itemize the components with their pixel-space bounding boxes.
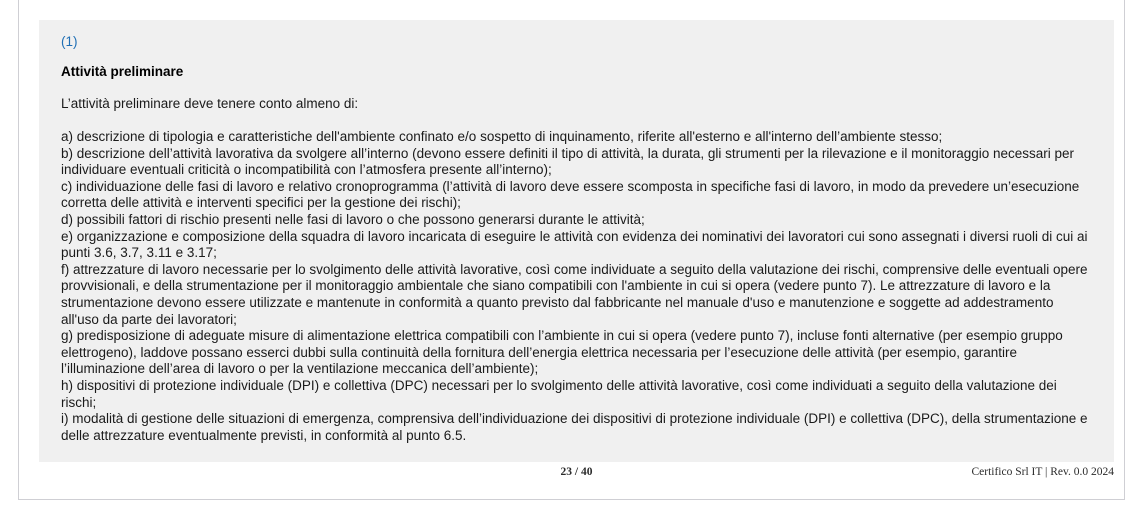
footer-credit-text: Certifico Srl IT | Rev. 0.0 2024 — [971, 466, 1114, 478]
list-item: i) modalità di gestione delle situazioni di emergenza, comprensiva dell’individuazione dei dispositivi di protezione individuale (DPI) e collettiva (DPC), della strumentazione e delle attrezzature eventualmente previsti, in conformità al punto 6.5. — [61, 411, 1088, 443]
note-title: Attività preliminare — [61, 64, 184, 79]
list-item: e) organizzazione e composizione della squadra di lavoro incaricata di eseguire le attività con evidenza dei nominativi dei lavoratori cui sono assegnati i diversi ruoli di cui ai punti 3.6, 3.7, 3.11 e 3.17; — [61, 228, 1088, 261]
list-item: h) dispositivi di protezione individuale (DPI) e collettiva (DPC) necessari per lo svolgimento delle attività lavorative, così come individuati a seguito della valutazione dei rischi; — [61, 377, 1057, 410]
note-reference-marker: (1) — [61, 34, 78, 49]
note-item-list — [61, 129, 1092, 444]
list-item: g) predisposizione di adeguate misure di alimentazione elettrica compatibili con l’ambiente in cui si opera (vedere punto 7), incluse fonti alternative (per esempio gruppo elettrogeno), laddove possano esserci dubbi sulla continuità della fornitura dell’energia elettrica necessaria per l’esecuzione delle attività (per esempio, garantire l’illuminazione dell’area di lavoro o per la ventilazione meccanica dell’ambiente); — [61, 328, 1063, 377]
page-number-indicator: 23 / 40 — [560, 466, 593, 478]
note-lead-paragraph: L’attività preliminare deve tenere conto almeno di: — [61, 96, 359, 111]
page-footer — [39, 466, 1114, 488]
list-item: c) individuazione delle fasi di lavoro e relativo cronoprogramma (l’attività di lavoro deve essere scomposta in specifiche fasi di lavoro, in modo da prevedere un’esecuzione corretta delle attività e interventi specifici per la gestione dei rischi); — [61, 178, 1080, 211]
list-item: a) descrizione di tipologia e caratteristiche dell'ambiente confinato e/o sospetto di inquinamento, riferite all'esterno e all'interno dell’ambiente stesso; — [61, 129, 943, 144]
document-page-viewer — [18, 0, 1125, 500]
list-item: b) descrizione dell’attività lavorativa da svolgere all’interno (devono essere definiti il tipo di attività, la durata, gli strumenti per la rilevazione e il monitoraggio necessari per individuare eventuali criticità o incompatibilità con l’atmosfera presente all’interno); — [61, 145, 1075, 178]
list-item: f) attrezzature di lavoro necessarie per lo svolgimento delle attività lavorative, così come individuate a seguito della valutazione dei rischi, comprensive delle eventuali opere provvisionali, e della strumentazione per il monitoraggio ambientale che siano compatibili con l'ambiente in cui si opera (vedere punto 7). Le attrezzature di lavoro e la strumentazione devono essere utilizzate e mantenute in conformità a quanto previsto dal fabbricante nel manuale d'uso e manutenzione e soggette ad addestramento all'uso da parte dei lavoratori; — [61, 261, 1088, 327]
list-item: d) possibili fattori di rischio presenti nelle fasi di lavoro o che possono generarsi durante le attività; — [61, 211, 645, 227]
note-callout-box — [39, 20, 1114, 462]
